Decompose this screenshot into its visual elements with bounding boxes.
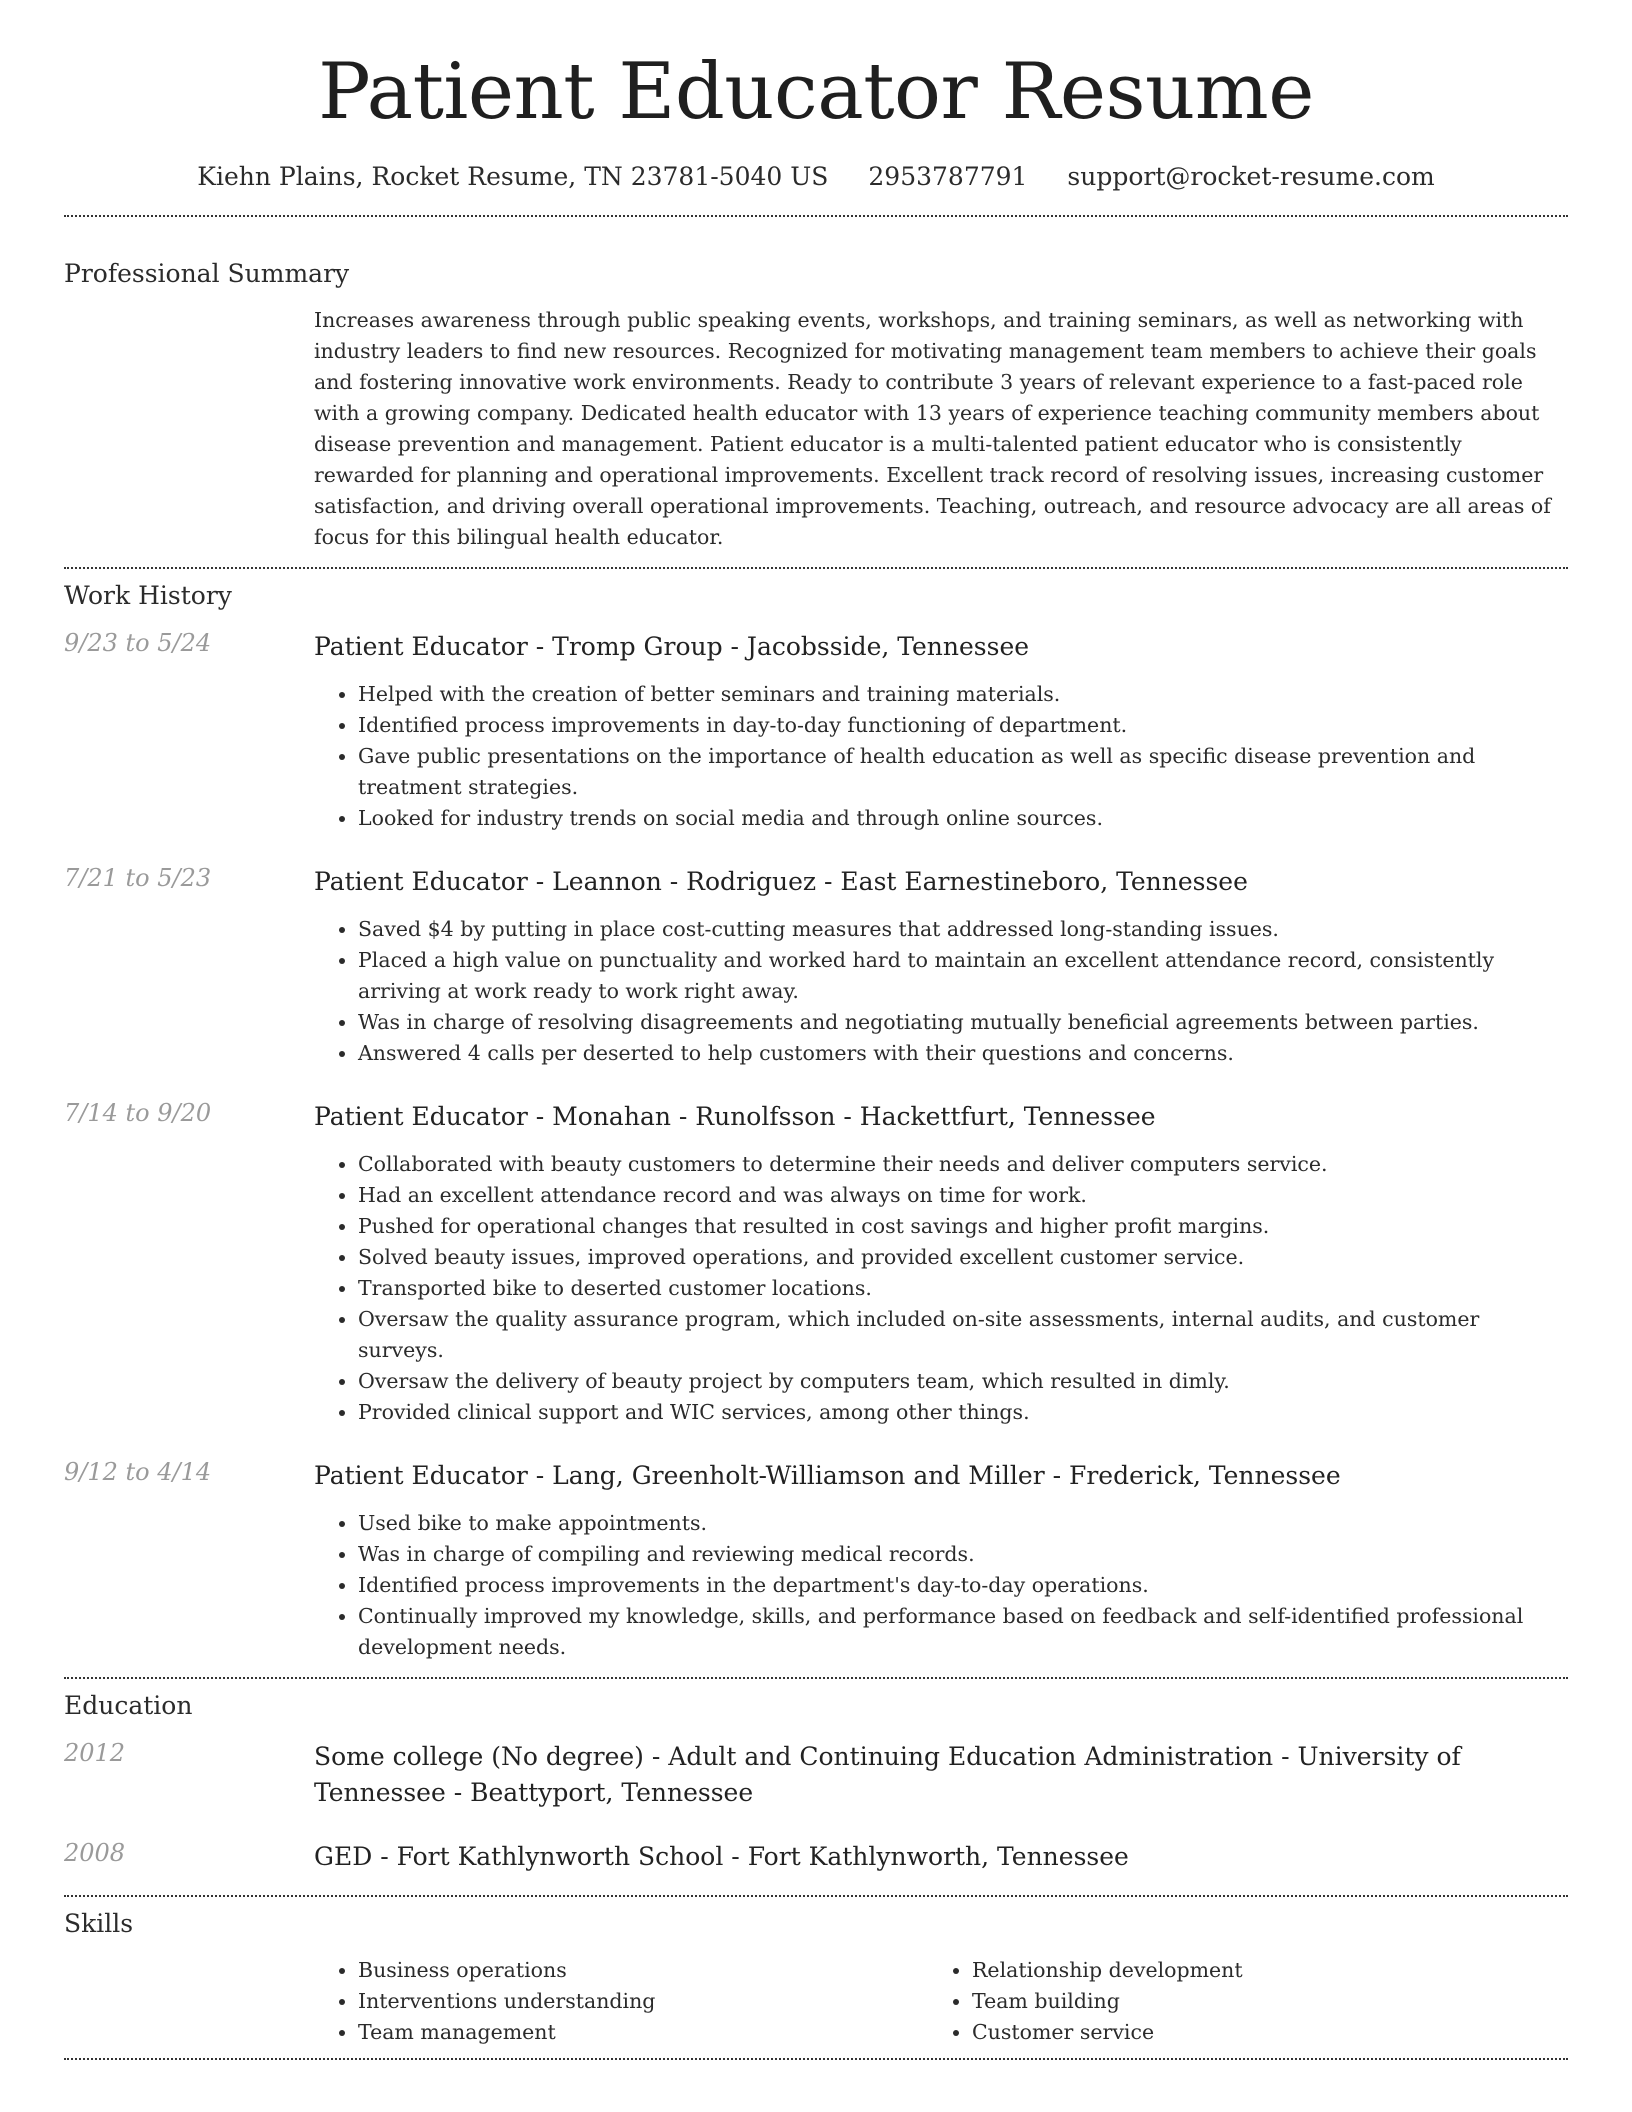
- skill-item: • Interventions understanding: [358, 1986, 928, 2017]
- divider: [64, 2058, 1568, 2060]
- contact-line: [64, 162, 1568, 191]
- list-item: • Was in charge of resolving disagreements and negotiating mutually beneficial agreements between parties.: [358, 1007, 1568, 1038]
- list-item: • Gave public presentations on the importance of health education as well as specific disease prevention and treatment strategies.: [358, 741, 1568, 803]
- list-item: • Saved $4 by putting in place cost-cutting measures that addressed long-standing issues.: [358, 914, 1568, 945]
- education-text: Some college (No degree) - Adult and Continuing Education Administration - University of Tennessee - Beattyport, Tennessee: [314, 1741, 1461, 1807]
- job-bullets: [314, 679, 1568, 834]
- list-item: • Had an excellent attendance record and was always on time for work.: [358, 1180, 1568, 1211]
- summary-section: [64, 259, 1568, 553]
- skills-heading: Skills: [64, 1908, 134, 1938]
- job-title: Patient Educator - Lang, Greenholt-Williamson and Miller - Frederick, Tennessee: [314, 1460, 1341, 1490]
- divider: [64, 567, 1568, 569]
- contact-address: Kiehn Plains, Rocket Resume, TN 23781-5040 US: [197, 161, 829, 191]
- job-dates: 7/14 to 9/20: [64, 1098, 212, 1127]
- list-item: • Was in charge of compiling and reviewing medical records.: [358, 1539, 1568, 1570]
- summary-text: Increases awareness through public speaking events, workshops, and training seminars, as well as networking with industry leaders to find new resources. Recognized for motivating management team members to achieve their goals and fostering innovative work environments. Ready to contribute 3 years of relevant experience to a fast-paced role with a growing company. Dedicated health educator with 13 years of experience teaching community members about disease prevention and management. Patient educator is a multi-talented patient educator who is consistently rewarded for planning and operational improvements. Excellent track record of resolving issues, increasing customer satisfaction, and driving overall operational improvements. Teaching, outreach, and resource advocacy are all areas of focus for this bilingual health educator.: [314, 307, 1551, 549]
- education-entry: [64, 1839, 1568, 1875]
- job-entry: [64, 1099, 1568, 1428]
- divider: [64, 1895, 1568, 1897]
- job-bullets: [314, 914, 1568, 1069]
- job-dates: 9/23 to 5/24: [64, 628, 212, 657]
- list-item: • Transported bike to deserted customer locations.: [358, 1273, 1568, 1304]
- job-title: Patient Educator - Leannon - Rodriguez - East Earnestineboro, Tennessee: [314, 866, 1248, 896]
- skills-list-right: [928, 1955, 1542, 2048]
- education-year: 2008: [64, 1838, 126, 1867]
- list-item: • Collaborated with beauty customers to determine their needs and deliver computers service.: [358, 1149, 1568, 1180]
- divider: [64, 1677, 1568, 1679]
- list-item: • Placed a high value on punctuality and worked hard to maintain an excellent attendance record, consistently arriving at work ready to work right away.: [358, 945, 1568, 1007]
- skill-item: • Business operations: [358, 1955, 928, 1986]
- job-bullets: [314, 1508, 1568, 1663]
- list-item: • Oversaw the delivery of beauty project by computers team, which resulted in dimly.: [358, 1366, 1568, 1397]
- education-section: [64, 1691, 1568, 1875]
- list-item: • Solved beauty issues, improved operations, and provided excellent customer service.: [358, 1242, 1568, 1273]
- job-entry: [64, 864, 1568, 1069]
- contact-email: support@rocket-resume.com: [1067, 161, 1435, 191]
- list-item: • Used bike to make appointments.: [358, 1508, 1568, 1539]
- list-item: • Oversaw the quality assurance program, which included on-site assessments, internal audits, and customer surveys.: [358, 1304, 1568, 1366]
- work-section: [64, 581, 1568, 1663]
- skill-item: • Relationship development: [972, 1955, 1542, 1986]
- summary-heading: Professional Summary: [64, 258, 350, 288]
- education-text: GED - Fort Kathlynworth School - Fort Kathlynworth, Tennessee: [314, 1841, 1129, 1871]
- skill-item: • Customer service: [972, 2017, 1542, 2048]
- skills-list-left: [314, 1955, 928, 2048]
- list-item: • Answered 4 calls per deserted to help customers with their questions and concerns.: [358, 1038, 1568, 1069]
- education-heading: Education: [64, 1690, 193, 1720]
- job-entry: [64, 1458, 1568, 1663]
- list-item: • Identified process improvements in day-to-day functioning of department.: [358, 710, 1568, 741]
- list-item: • Helped with the creation of better seminars and training materials.: [358, 679, 1568, 710]
- job-dates: 7/21 to 5/23: [64, 863, 212, 892]
- job-title: Patient Educator - Tromp Group - Jacobsside, Tennessee: [314, 631, 1030, 661]
- list-item: • Looked for industry trends on social media and through online sources.: [358, 803, 1568, 834]
- list-item: • Pushed for operational changes that resulted in cost savings and higher profit margins.: [358, 1211, 1568, 1242]
- list-item: • Identified process improvements in the department's day-to-day operations.: [358, 1570, 1568, 1601]
- job-bullets: [314, 1149, 1568, 1428]
- job-title: Patient Educator - Monahan - Runolfsson - Hackettfurt, Tennessee: [314, 1101, 1156, 1131]
- divider: [64, 215, 1568, 217]
- job-entry: [64, 629, 1568, 834]
- skill-item: • Team management: [358, 2017, 928, 2048]
- list-item: • Continually improved my knowledge, skills, and performance based on feedback and self-identified professional development needs.: [358, 1601, 1568, 1663]
- list-item: • Provided clinical support and WIC services, among other things.: [358, 1397, 1568, 1428]
- skill-item: • Team building: [972, 1986, 1542, 2017]
- resume-title: Patient Educator Resume: [318, 47, 1314, 137]
- job-dates: 9/12 to 4/14: [64, 1457, 212, 1486]
- contact-phone: 2953787791: [868, 161, 1028, 191]
- work-heading: Work History: [64, 580, 232, 610]
- education-entry: [64, 1739, 1568, 1811]
- education-year: 2012: [64, 1738, 126, 1767]
- skills-section: [64, 1909, 1568, 2048]
